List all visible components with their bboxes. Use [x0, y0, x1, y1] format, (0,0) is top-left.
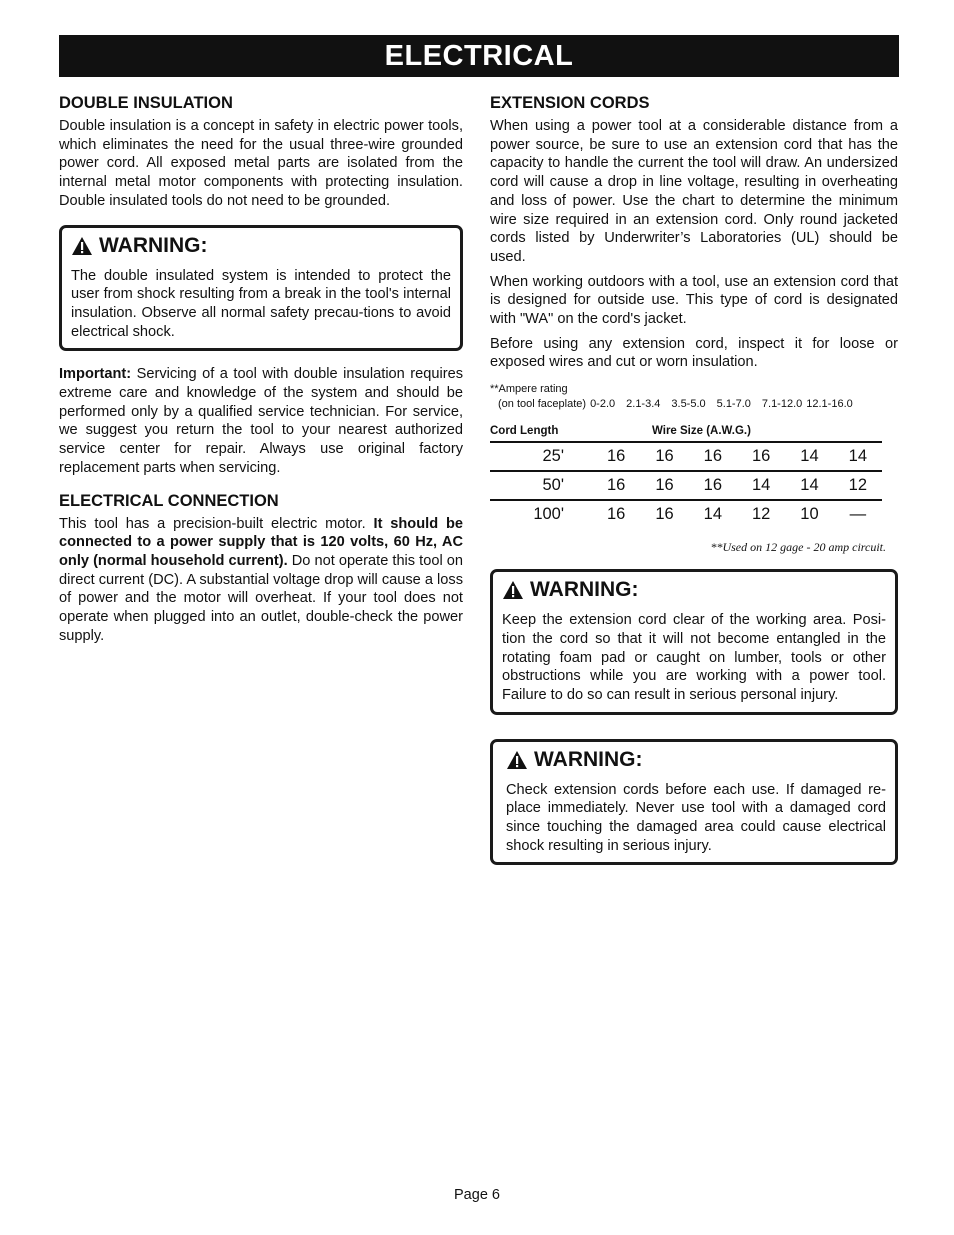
table-row — [490, 442, 882, 471]
extension-cords-heading: EXTENSION CORDS — [490, 94, 650, 112]
left-column — [59, 93, 463, 645]
warning-body: Keep the extension cord clear of the working area. Posi-tion the cord so that it will not become entangled in the rotating foam pad or caught on lumber, tools or other obstructions while you are working with a power tool. Failure to do so can result in serious personal injury. — [502, 612, 886, 703]
wire-size-cell: 14 — [800, 447, 819, 466]
ampere-rating-header — [490, 382, 898, 412]
ampere-range: 0-2.0 — [590, 398, 616, 411]
cord-length-cell: 50' — [542, 476, 564, 495]
wire-size-cell: 16 — [655, 447, 674, 466]
wire-table-header — [490, 425, 898, 437]
warning-triangle-icon — [502, 580, 524, 600]
wire-size-cell: 16 — [606, 476, 626, 495]
page-banner-title: ELECTRICAL — [59, 35, 899, 77]
wire-size-cell: 12 — [751, 505, 771, 524]
ampere-range: 2.1-3.4 — [626, 398, 661, 411]
important-body: Servicing of a tool with double insulation requires extreme care and knowledge of the system and should be performed only by a qualified service technician. For service, we suggest you return the tool to your nearest authorized service center for repair. Always use original factory replacement parts when servicing. — [59, 366, 463, 476]
table-row — [490, 471, 882, 500]
ampere-range: 5.1-7.0 — [716, 398, 751, 411]
warning-body: Check extension cords before each use. If damaged re-place immediately. Never use tool with a damaged cord since touching the damaged area could cause electrical shock resulting in serious injury. — [506, 781, 886, 854]
warning-box-cord-check — [490, 739, 898, 866]
right-column — [490, 93, 898, 879]
extension-cords-para-3: Before using any extension cord, inspect it for loose or exposed wires and cut or worn insulation. — [490, 335, 898, 371]
warning-title: WARNING: — [530, 578, 639, 602]
ampere-rating-ranges — [490, 397, 898, 412]
ampere-range: 3.5-5.0 — [671, 398, 706, 411]
important-label: Important: — [59, 366, 132, 383]
warning-box-insulation — [59, 225, 463, 352]
wire-size-table — [490, 441, 882, 528]
table-row — [490, 500, 882, 528]
wire-size-cell: 16 — [606, 447, 626, 466]
warning-triangle-icon — [71, 236, 93, 256]
wire-size-cell: 16 — [655, 476, 674, 495]
wire-size-cell: 16 — [655, 505, 674, 524]
extension-cords-para-1: When using a power tool at a considerable distance from a power source, be sure to use an extension cord that has the capacity to handle the current the tool will draw. An undersized cord will cause a drop in line voltage, resulting in overheating and loss of power. Use the chart to determine the minimum wire size required in an extension cord. Only round jacketed cords listed by Underwriter’s Laboratories (UL) should be used. — [490, 118, 898, 265]
wire-size-cell: 14 — [751, 476, 771, 495]
cord-length-cell: 100' — [533, 505, 564, 524]
wire-size-cell: 16 — [751, 447, 771, 466]
wire-size-header: Wire Size (A.W.G.) — [652, 425, 751, 438]
warning-header — [71, 233, 451, 259]
cord-length-header: Cord Length — [490, 425, 559, 438]
cord-length-cell: 25' — [542, 447, 564, 466]
electrical-connection-text-end: Do not operate this tool on direct current (DC). A substantial voltage drop will cause a loss of power and the motor will overheat. If your tool does not operate when plugged into an outlet, double-check the power supply. — [59, 552, 463, 644]
wire-size-cell: — — [849, 505, 867, 524]
electrical-connection-body — [59, 515, 463, 646]
warning-title: WARNING: — [534, 747, 643, 771]
wire-size-cell: 16 — [703, 447, 722, 466]
wire-size-cell: 16 — [703, 476, 722, 495]
electrical-connection-heading: ELECTRICAL CONNECTION — [59, 491, 279, 510]
double-insulation-body: Double insulation is a concept in safety in electric power tools, which eliminates the need for the usual three-wire grounded power cord. All exposed metal parts are isolated from the internal metal motor components with protecting insulation. Double insulated tools do not need to be grounded. — [59, 118, 463, 209]
extension-cords-para-2: When working outdoors with a tool, use an extension cord that is designed for outside use. This type of cord is designated with "WA" on the cord's jacket. — [490, 273, 898, 328]
warning-title: WARNING: — [99, 233, 208, 257]
wire-size-cell: 12 — [848, 476, 867, 495]
warning-header — [502, 577, 886, 603]
double-insulation-heading: DOUBLE INSULATION — [59, 94, 233, 112]
warning-box-cord-clearance — [490, 569, 898, 715]
ampere-rating-label: **Ampere rating — [490, 383, 568, 396]
ampere-range: 7.1-12.0 — [761, 398, 803, 411]
electrical-connection-text-start: This tool has a precision-built electric motor. — [59, 515, 374, 532]
important-paragraph — [59, 365, 463, 477]
page-number: Page 6 — [454, 1187, 500, 1203]
wire-size-cell: 14 — [848, 447, 867, 466]
ampere-rating-sub: (on tool faceplate) — [498, 398, 587, 411]
circuit-footnote: **Used on 12 gage - 20 amp circuit. — [710, 540, 886, 555]
warning-header — [506, 747, 886, 773]
wire-size-cell: 16 — [606, 505, 626, 524]
ampere-range: 12.1-16.0 — [806, 398, 853, 411]
wire-size-cell: 14 — [703, 505, 722, 524]
warning-triangle-icon — [506, 750, 528, 770]
wire-size-cell: 14 — [800, 476, 819, 495]
wire-size-cell: 10 — [800, 505, 819, 524]
warning-body: The double insulated system is intended to protect the user from shock resulting from a break in the tool's internal insulation. Observe all normal safety precau-tions to avoid electrical shock. — [71, 267, 451, 340]
electrical-connection-text-bold: It should be connected to a power supply that is 120 volts, 60 Hz, AC only (normal household current). — [59, 515, 463, 569]
